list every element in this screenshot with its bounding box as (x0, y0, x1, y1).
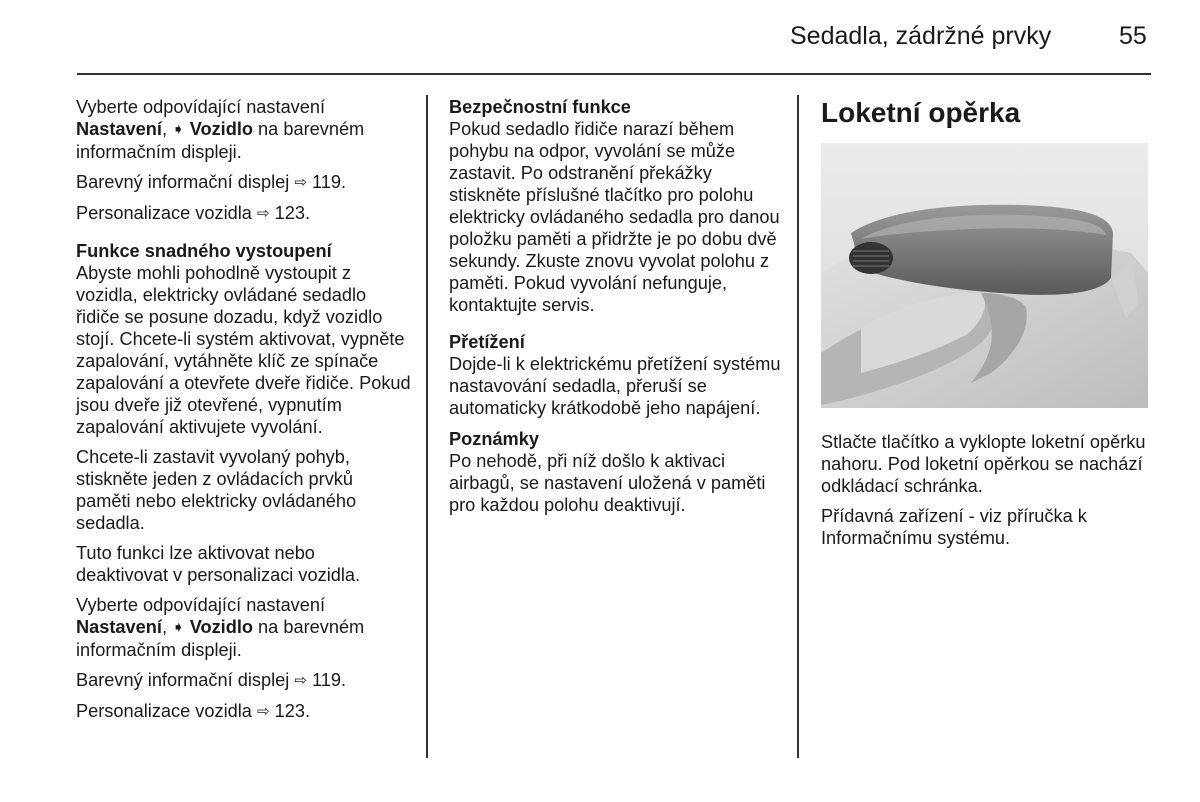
page-reference-icon: ⇨ (256, 703, 270, 720)
menu-arrow-icon: ➧ (172, 619, 185, 636)
header-rule (77, 73, 1151, 75)
toggle-feature-text: Tuto funkci lze aktivovat nebo deaktivovat v personalizaci vozidla. (76, 543, 361, 585)
middle-column (449, 96, 787, 516)
armrest-photo (821, 143, 1148, 408)
reference-line: Personalizace vozidla ⇨ 123. (76, 203, 310, 223)
page-reference-icon: ⇨ (294, 174, 307, 191)
note-heading: Poznámky (449, 429, 539, 449)
stop-recall-text: Chcete-li zastavit vyvolaný pohyb, stiskněte jeden z ovládacích prvků paměti nebo elektricky ovládaného sedadla. (76, 447, 357, 533)
settings-label: Nastavení (76, 119, 162, 139)
armrest-text: Stlačte tlačítko a vyklopte loketní opěrku nahoru. Pod loketní opěrkou se nachází odkládací schránka. (821, 432, 1146, 496)
safety-function-heading: Bezpečnostní funkce (449, 97, 631, 117)
page-reference-icon: ⇨ (294, 672, 307, 689)
header-title: Sedadla, zádržné prvky (790, 22, 1052, 50)
settings-instruction: Vyberte odpovídající nastavení Nastavení, ➧ Vozidlo na barevném informačním displeji. (76, 97, 365, 162)
column-divider-2 (797, 95, 799, 758)
accessory-text: Přídavná zařízení - viz příručka k Informačnímu systému. (821, 506, 1087, 548)
settings-instruction: Vyberte odpovídající nastavení Nastavení, ➧ Vozidlo na barevném informačním displeji. (76, 595, 365, 660)
settings-label: Nastavení (76, 617, 162, 637)
armrest-title: Loketní opěrka (821, 97, 1021, 128)
reference-line: Personalizace vozidla ⇨ 123. (76, 701, 310, 721)
note-text: Po nehodě, při níž došlo k aktivaci airbagů, se nastavení uložená v paměti pro každou polohu deaktivují. (449, 451, 766, 515)
vehicle-label: Vozidlo (189, 617, 253, 637)
reference-line: Barevný informační displej ⇨ 119. (76, 670, 347, 690)
right-column (821, 96, 1151, 549)
column-divider-1 (426, 95, 428, 758)
easy-exit-heading: Funkce snadného vystoupení (76, 241, 332, 261)
easy-exit-text: Abyste mohli pohodlně vystoupit z vozidla, elektricky ovládané sedadlo řidiče se posune dozadu, když vozidlo stojí. Chcete-li systém aktivovat, vypněte zapalování, vytáhněte klíč ze spínače zapalování a otevřete dveře řidiče. Pokud jsou dveře již otevřené, vypnutím zapalování aktivujete vyvolání. (76, 263, 411, 437)
overload-text: Dojde-li k elektrickému přetížení systému nastavování sedadla, přeruší se automaticky krátkodobě jeho napájení. (449, 354, 781, 418)
page-number: 55 (1119, 22, 1147, 50)
safety-function-text: Pokud sedadlo řidiče narazí během pohybu na odpor, vyvolání se může zastavit. Po odstranění překážky stiskněte příslušné tlačítko pro polohu elektricky ovládaného sedadla pro danou položku paměti a přidržte je po dobu dvě sekundy. Zkuste znovu vyvolat polohu z paměti. Pokud vyvolání nefunguje, kontaktujte servis. (449, 119, 780, 315)
reference-line: Barevný informační displej ⇨ 119. (76, 172, 347, 192)
left-column (76, 96, 411, 723)
menu-arrow-icon: ➧ (172, 121, 185, 138)
vehicle-label: Vozidlo (189, 119, 253, 139)
overload-heading: Přetížení (449, 332, 525, 352)
page-reference-icon: ⇨ (256, 205, 270, 222)
